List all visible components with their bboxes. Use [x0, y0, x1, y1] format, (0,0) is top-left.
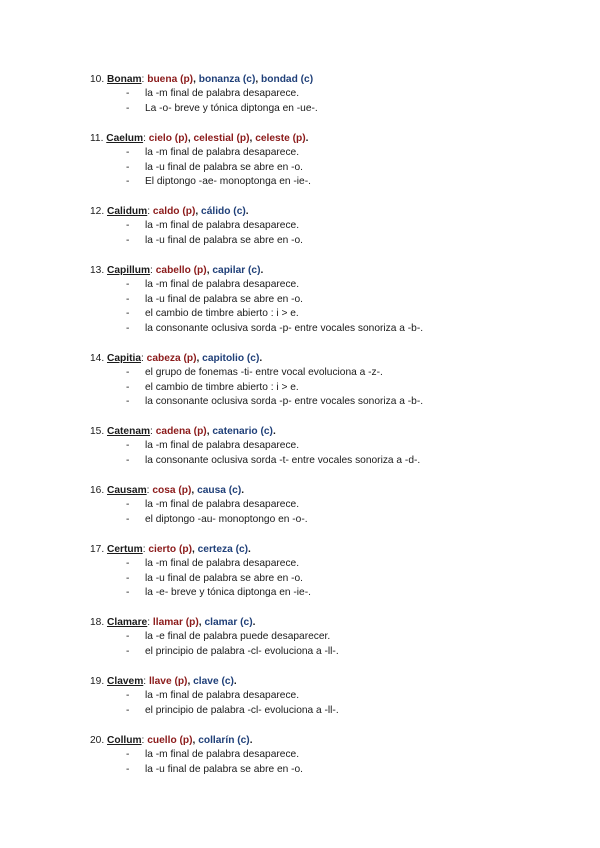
separator: ,	[193, 74, 199, 85]
bullet-dash: -	[126, 279, 130, 290]
heading-end: .	[260, 265, 264, 276]
bullet-dash: -	[126, 147, 130, 158]
latin-word: Caelum	[106, 133, 144, 144]
bullet-dash: -	[126, 587, 130, 599]
colon: :	[146, 485, 150, 496]
rule-item	[90, 689, 570, 704]
learned-derivative: clave (c)	[193, 676, 234, 687]
rule-item	[90, 704, 570, 719]
rule-list	[90, 748, 570, 777]
entry-number: 12.	[90, 206, 105, 217]
bullet-dash: -	[126, 704, 130, 716]
rule-item	[90, 454, 570, 469]
rule-item	[90, 513, 570, 528]
bullet-dash: -	[126, 454, 130, 466]
entry-heading	[90, 204, 570, 219]
separator: ,	[206, 426, 213, 437]
rule-item	[90, 278, 570, 293]
rule-item	[90, 498, 570, 513]
bullet-dash: -	[126, 322, 130, 334]
rule-text: la -e- breve y tónica diptonga en -ie-.	[145, 587, 311, 599]
entry-number: 20.	[90, 735, 105, 746]
bullet-dash: -	[126, 749, 130, 760]
rule-item	[90, 557, 570, 572]
entry-number: 14.	[90, 353, 105, 364]
rule-text: la -m final de palabra desaparece.	[145, 499, 300, 510]
rule-item	[90, 102, 570, 117]
latin-word: Clamare	[107, 617, 148, 628]
popular-derivative: celestial (p)	[193, 133, 250, 144]
rule-text: la -u final de palabra se abre en -o.	[145, 234, 304, 246]
heading-end: .	[305, 133, 309, 144]
bullet-dash: -	[126, 763, 130, 775]
entry-heading	[90, 131, 570, 146]
colon: :	[142, 544, 146, 555]
rule-text: el grupo de fonemas -ti- entre vocal evoluciona a -z-.	[145, 367, 383, 378]
rule-item	[90, 763, 570, 778]
rule-item	[90, 175, 570, 190]
rule-text: la consonante oclusiva sorda -t- entre vocales sonoriza a -d-.	[145, 454, 421, 466]
bullet-dash: -	[126, 220, 130, 231]
latin-word: Collum	[107, 735, 142, 746]
rule-list	[90, 630, 570, 659]
bullet-dash: -	[126, 572, 130, 584]
etymology-entry	[90, 615, 570, 659]
etymology-entry	[90, 674, 570, 718]
rule-item	[90, 146, 570, 161]
entry-number: 11.	[90, 133, 104, 144]
rule-text: la -m final de palabra desaparece.	[145, 147, 300, 158]
colon: :	[147, 206, 151, 217]
separator: ,	[249, 133, 256, 144]
learned-derivative: clamar (c)	[204, 617, 253, 628]
separator: ,	[191, 544, 198, 555]
entry-heading	[90, 483, 570, 498]
rule-item	[90, 572, 570, 587]
separator: ,	[196, 353, 203, 364]
etymology-entry	[90, 204, 570, 248]
rule-list	[90, 219, 570, 248]
colon: :	[143, 133, 146, 144]
latin-word: Bonam	[107, 74, 142, 85]
entry-number: 16.	[90, 485, 105, 496]
entry-number: 13.	[90, 265, 105, 276]
bullet-dash: -	[126, 293, 130, 305]
colon: :	[150, 426, 153, 437]
separator: ,	[187, 676, 194, 687]
rule-item	[90, 395, 570, 410]
bullet-dash: -	[126, 234, 130, 246]
separator: ,	[187, 133, 194, 144]
heading-end: .	[233, 676, 237, 687]
rule-text: el cambio de timbre abierto : i > e.	[145, 308, 299, 320]
entry-heading	[90, 542, 570, 557]
entry-number: 19.	[90, 676, 105, 687]
rule-item	[90, 322, 570, 337]
learned-derivative: bondad (c)	[261, 74, 314, 85]
bullet-dash: -	[126, 161, 130, 173]
heading-end: .	[272, 426, 276, 437]
entry-heading	[90, 615, 570, 630]
separator: ,	[191, 485, 198, 496]
popular-derivative: cadena (p)	[155, 426, 207, 437]
popular-derivative: llamar (p)	[152, 617, 199, 628]
colon: :	[140, 353, 144, 364]
learned-derivative: bonanza (c)	[198, 74, 256, 85]
entry-heading	[90, 351, 570, 366]
rule-text: la -m final de palabra desaparece.	[145, 690, 300, 701]
popular-derivative: caldo (p)	[152, 206, 196, 217]
rule-list	[90, 557, 570, 601]
bullet-dash: -	[126, 381, 130, 393]
rule-item	[90, 366, 570, 381]
rule-text: La -o- breve y tónica diptonga en -ue-.	[145, 102, 318, 114]
separator: ,	[255, 74, 262, 85]
bullet-dash: -	[126, 440, 130, 451]
rule-item	[90, 439, 570, 454]
rule-list	[90, 146, 570, 190]
latin-word: Capillum	[107, 265, 151, 276]
rule-text: El diptongo -ae- monoptonga en -ie-.	[145, 176, 311, 188]
latin-word: Capitia	[107, 353, 141, 364]
separator: ,	[198, 617, 205, 628]
rule-text: la -m final de palabra desaparece.	[145, 279, 300, 290]
rule-text: la -m final de palabra desaparece.	[145, 749, 300, 760]
latin-word: Causam	[107, 485, 147, 496]
entry-heading	[90, 424, 570, 439]
rule-text: la -e final de palabra puede desaparecer.	[145, 631, 331, 642]
etymology-entry	[90, 72, 570, 116]
entry-number: 17.	[90, 544, 105, 555]
heading-end: .	[241, 485, 245, 496]
rule-text: el diptongo -au- monoptongo en -o-.	[145, 513, 308, 525]
latin-word: Catenam	[107, 426, 151, 437]
rule-text: la -u final de palabra se abre en -o.	[145, 572, 304, 584]
rule-item	[90, 234, 570, 249]
learned-derivative: certeza (c)	[197, 544, 249, 555]
etymology-entry	[90, 263, 570, 336]
popular-derivative: cabello (p)	[155, 265, 207, 276]
learned-derivative: capilar (c)	[212, 265, 261, 276]
colon: :	[150, 265, 153, 276]
entry-heading	[90, 263, 570, 278]
rule-text: la -m final de palabra desaparece.	[145, 220, 300, 231]
bullet-dash: -	[126, 499, 130, 510]
rule-text: la -m final de palabra desaparece.	[145, 88, 300, 99]
popular-derivative: buena (p)	[147, 74, 194, 85]
bullet-dash: -	[126, 631, 130, 642]
rule-item	[90, 645, 570, 660]
rule-text: el principio de palabra -cl- evoluciona a -ll-.	[145, 704, 339, 716]
bullet-dash: -	[126, 102, 130, 114]
etymology-entry	[90, 733, 570, 777]
rule-text: la -u final de palabra se abre en -o.	[145, 763, 304, 775]
heading-end: .	[249, 735, 253, 746]
entry-heading	[90, 674, 570, 689]
popular-derivative: cierto (p)	[148, 544, 192, 555]
rule-text: la consonante oclusiva sorda -p- entre vocales sonoriza a -b-.	[145, 322, 424, 334]
etymology-entry	[90, 424, 570, 468]
etymology-entry	[90, 351, 570, 410]
heading-end: .	[259, 353, 263, 364]
heading-end: .	[252, 617, 256, 628]
rule-text: la -u final de palabra se abre en -o.	[145, 293, 304, 305]
etymology-entry	[90, 542, 570, 601]
rule-list	[90, 87, 570, 116]
popular-derivative: cielo (p)	[148, 133, 188, 144]
heading-end: .	[248, 544, 251, 555]
rule-item	[90, 219, 570, 234]
latin-word: Calidum	[107, 206, 148, 217]
popular-derivative: cosa (p)	[152, 485, 192, 496]
rule-list	[90, 278, 570, 336]
learned-derivative: causa (c)	[197, 485, 242, 496]
rule-item	[90, 161, 570, 176]
learned-derivative: collarín (c)	[198, 735, 250, 746]
rule-item	[90, 381, 570, 396]
learned-derivative: cálido (c)	[201, 206, 246, 217]
rule-item	[90, 293, 570, 308]
colon: :	[141, 74, 145, 85]
rule-list	[90, 439, 570, 468]
heading-end: .	[245, 206, 249, 217]
latin-word: Certum	[107, 544, 143, 555]
rule-item	[90, 307, 570, 322]
rule-list	[90, 498, 570, 527]
bullet-dash: -	[126, 176, 130, 188]
entry-number: 15.	[90, 426, 105, 437]
separator: ,	[192, 735, 199, 746]
separator: ,	[206, 265, 213, 276]
bullet-dash: -	[126, 690, 130, 701]
bullet-dash: -	[126, 513, 130, 525]
etymology-entry	[90, 483, 570, 527]
popular-derivative: llave (p)	[148, 676, 188, 687]
bullet-dash: -	[126, 396, 130, 408]
rule-item	[90, 630, 570, 645]
rule-list	[90, 366, 570, 410]
popular-derivative: celeste (p)	[255, 133, 306, 144]
rule-text: la consonante oclusiva sorda -p- entre vocales sonoriza a -b-.	[145, 396, 424, 408]
rule-text: la -m final de palabra desaparece.	[145, 440, 300, 451]
rule-text: la -m final de palabra desaparece.	[145, 558, 300, 569]
learned-derivative: catenario (c)	[212, 426, 273, 437]
bullet-dash: -	[126, 367, 130, 378]
learned-derivative: capitolio (c)	[202, 353, 260, 364]
entry-number: 18.	[90, 617, 105, 628]
bullet-dash: -	[126, 308, 130, 320]
bullet-dash: -	[126, 645, 130, 657]
entry-heading	[90, 733, 570, 748]
rule-text: el cambio de timbre abierto : i > e.	[145, 381, 299, 393]
entry-number: 10.	[90, 74, 105, 85]
etymology-entry	[90, 131, 570, 190]
popular-derivative: cabeza (p)	[146, 353, 197, 364]
rule-list	[90, 689, 570, 718]
entry-heading	[90, 72, 570, 87]
bullet-dash: -	[126, 558, 130, 569]
colon: :	[147, 617, 151, 628]
rule-text: la -u final de palabra se abre en -o.	[145, 161, 304, 173]
bullet-dash: -	[126, 88, 130, 99]
rule-text: el principio de palabra -cl- evoluciona a -ll-.	[145, 645, 339, 657]
popular-derivative: cuello (p)	[147, 735, 193, 746]
separator: ,	[195, 206, 202, 217]
rule-item	[90, 87, 570, 102]
rule-item	[90, 748, 570, 763]
colon: :	[143, 676, 147, 687]
latin-word: Clavem	[107, 676, 144, 687]
colon: :	[141, 735, 145, 746]
rule-item	[90, 586, 570, 601]
